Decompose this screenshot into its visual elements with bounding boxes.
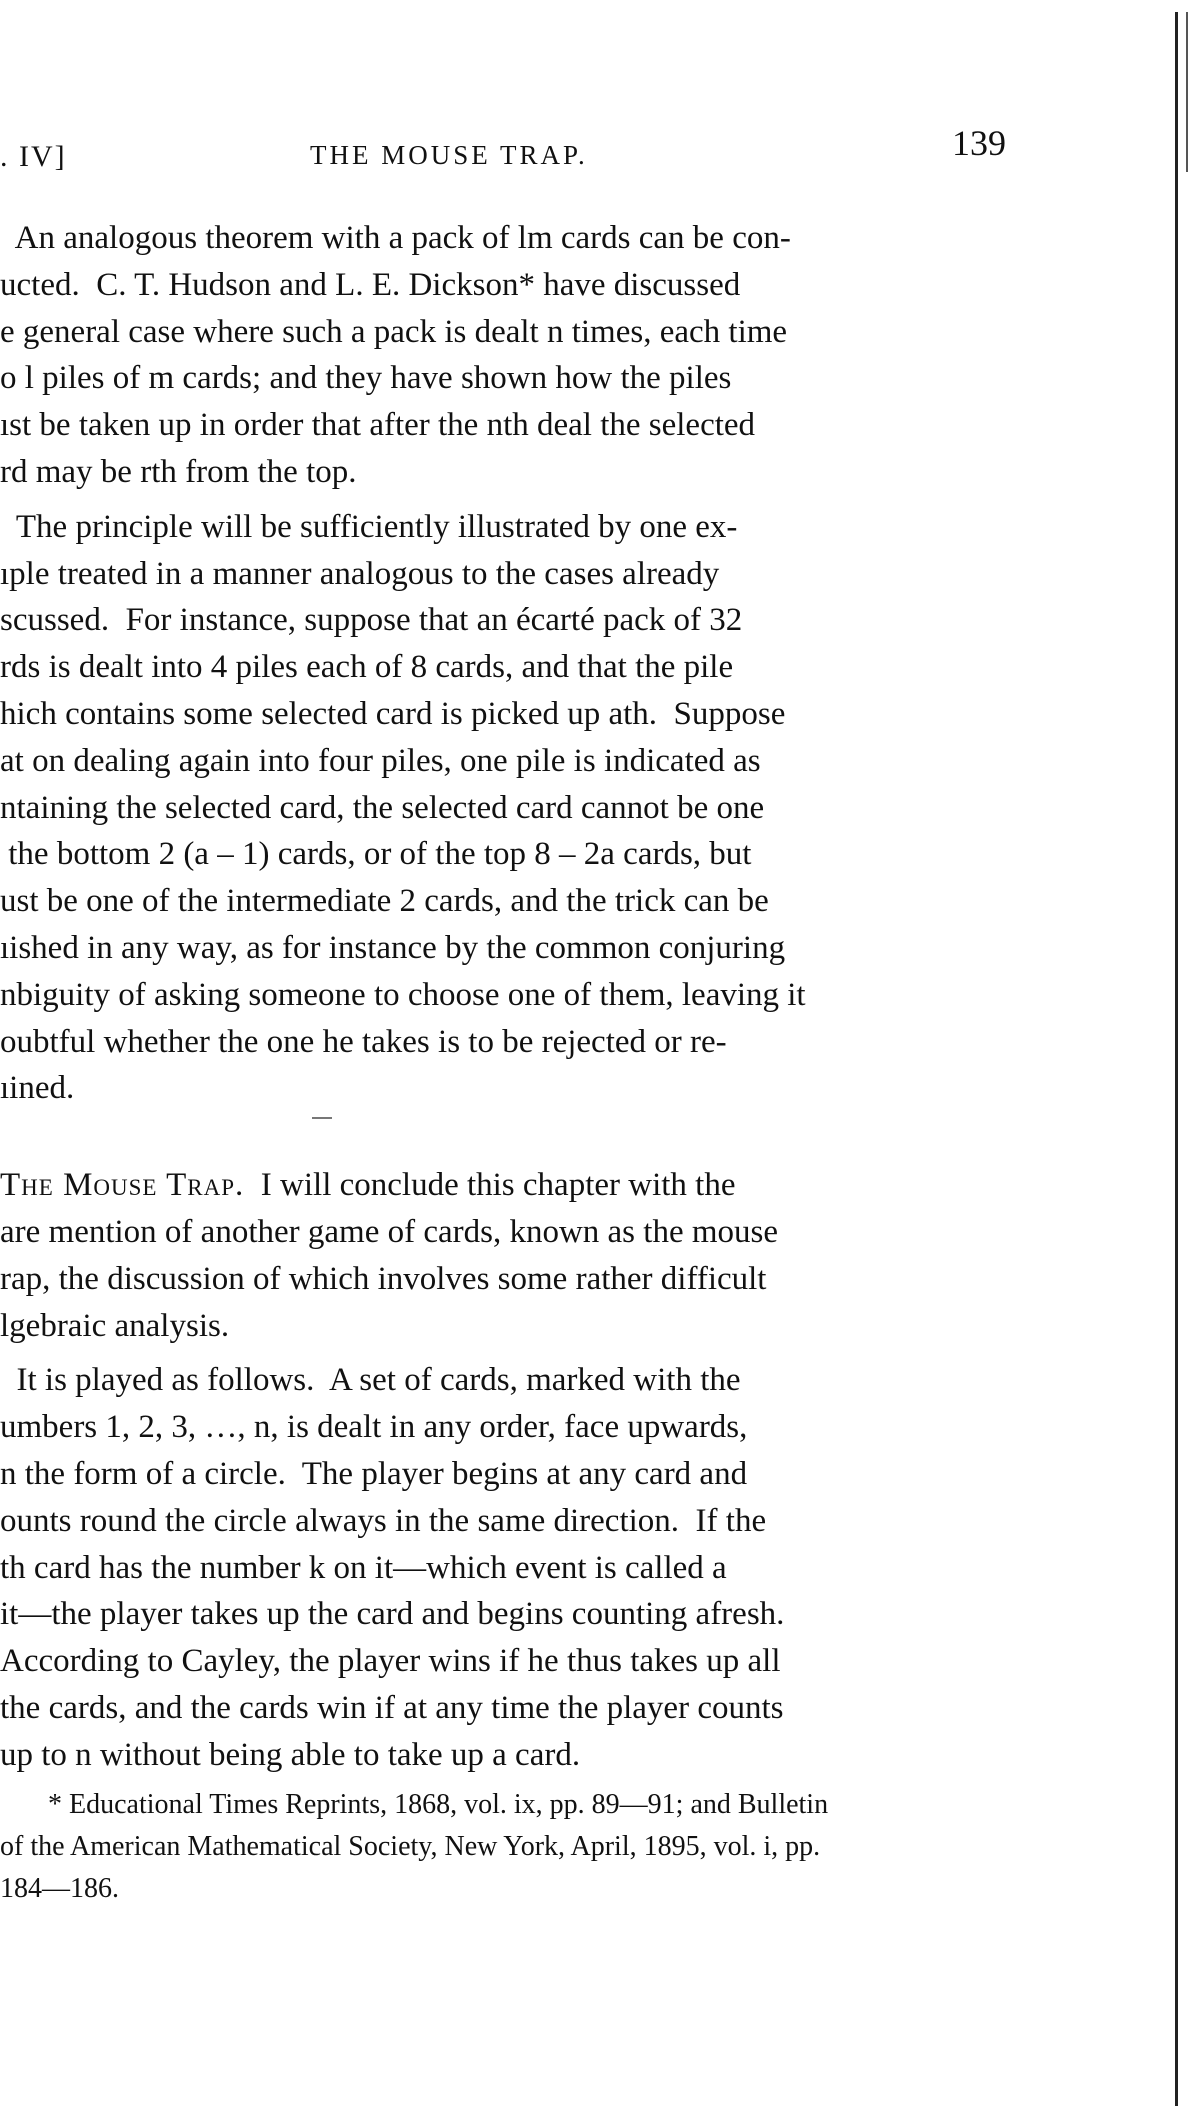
page-number: 139 [952, 123, 1006, 163]
text-line: scussed. For instance, suppose that an écarté pack of 32 [0, 602, 743, 639]
running-header [0, 122, 1030, 182]
text-line: o l piles of m cards; and they have shown how the piles [0, 360, 732, 397]
text-line: the bottom 2 (a – 1) cards, or of the top 8 – 2a cards, but [0, 836, 752, 873]
body-text [0, 215, 1048, 1779]
paragraph-how-played [0, 1357, 1048, 1778]
text-line: hich contains some selected card is picked up ath. Suppose [0, 695, 786, 732]
text-line: ust be one of the intermediate 2 cards, and the trick can be [0, 883, 769, 920]
running-title: THE MOUSE TRAP. [310, 140, 588, 170]
text-line: n the form of a circle. The player begins at any card and [0, 1455, 748, 1492]
text-line: The principle will be sufficiently illustrated by one ex- [0, 508, 738, 545]
text-line: An analogous theorem with a pack of lm cards can be con- [0, 220, 791, 256]
text-line: rd may be rth from the top. [0, 453, 357, 490]
footnote-line: * Educational Times Reprints, 1868, vol. ix, pp. 89—91; and Bulletin [48, 1789, 829, 1820]
text-line: ıst be taken up in order that after the nth deal the selected [0, 407, 756, 444]
text-line: ntaining the selected card, the selected card cannot be one [0, 789, 765, 826]
text-line: rap, the discussion of which involves some rather difficult [0, 1260, 767, 1297]
text-line: ıined. [0, 1070, 75, 1107]
text-line: According to Cayley, the player wins if he thus takes up all [0, 1643, 781, 1680]
text-line: ucted. C. T. Hudson and L. E. Dickson* have discussed [0, 266, 741, 303]
text-line: ıished in any way, as for instance by the common conjuring [0, 929, 786, 966]
text-line: oubtful whether the one he takes is to be rejected or re- [0, 1023, 727, 1060]
text-line: at on dealing again into four piles, one pile is indicated as [0, 742, 761, 779]
text-line: the cards, and the cards win if at any time the player counts [0, 1689, 784, 1726]
text-line: ounts round the circle always in the same direction. If the [0, 1502, 767, 1539]
paragraph-mouse-trap-intro [0, 1162, 1048, 1349]
text-line: ıple treated in a manner analogous to the cases already [0, 555, 720, 592]
text-line: umbers 1, 2, 3, …, n, is dealt in any order, face upwards, [0, 1409, 748, 1446]
page-edge [1175, 12, 1200, 2106]
text-line: th card has the number k on it—which event is called a [0, 1549, 727, 1586]
text-run: I will conclude this chapter with the [244, 1167, 736, 1204]
text-line: it—the player takes up the card and begins counting afresh. [0, 1596, 785, 1633]
text-line: lgebraic analysis. [0, 1307, 230, 1344]
text-line: nbiguity of asking someone to choose one of them, leaving it [0, 976, 806, 1013]
text-line: up to n without being able to take up a card. [0, 1736, 581, 1773]
section-heading: The Mouse Trap. [0, 1167, 245, 1204]
footnote-line: 184—186. [0, 1873, 119, 1904]
text-line: e general case where such a pack is dealt n times, each time [0, 313, 788, 350]
footnote [0, 1784, 1065, 1910]
chapter-marker: . IV] [0, 140, 67, 173]
print-mark [312, 1117, 332, 1119]
text-line [0, 1162, 1048, 1209]
text-line: rds is dealt into 4 piles each of 8 cards, and that the pile [0, 649, 734, 686]
text-line: It is played as follows. A set of cards, marked with the [0, 1362, 741, 1399]
paragraph-principle [0, 504, 1048, 1112]
footnote-line: of the American Mathematical Society, New York, April, 1895, vol. i, pp. [0, 1831, 821, 1862]
paragraph-analogous-theorem [0, 215, 1048, 496]
text-line: are mention of another game of cards, known as the mouse [0, 1213, 778, 1250]
